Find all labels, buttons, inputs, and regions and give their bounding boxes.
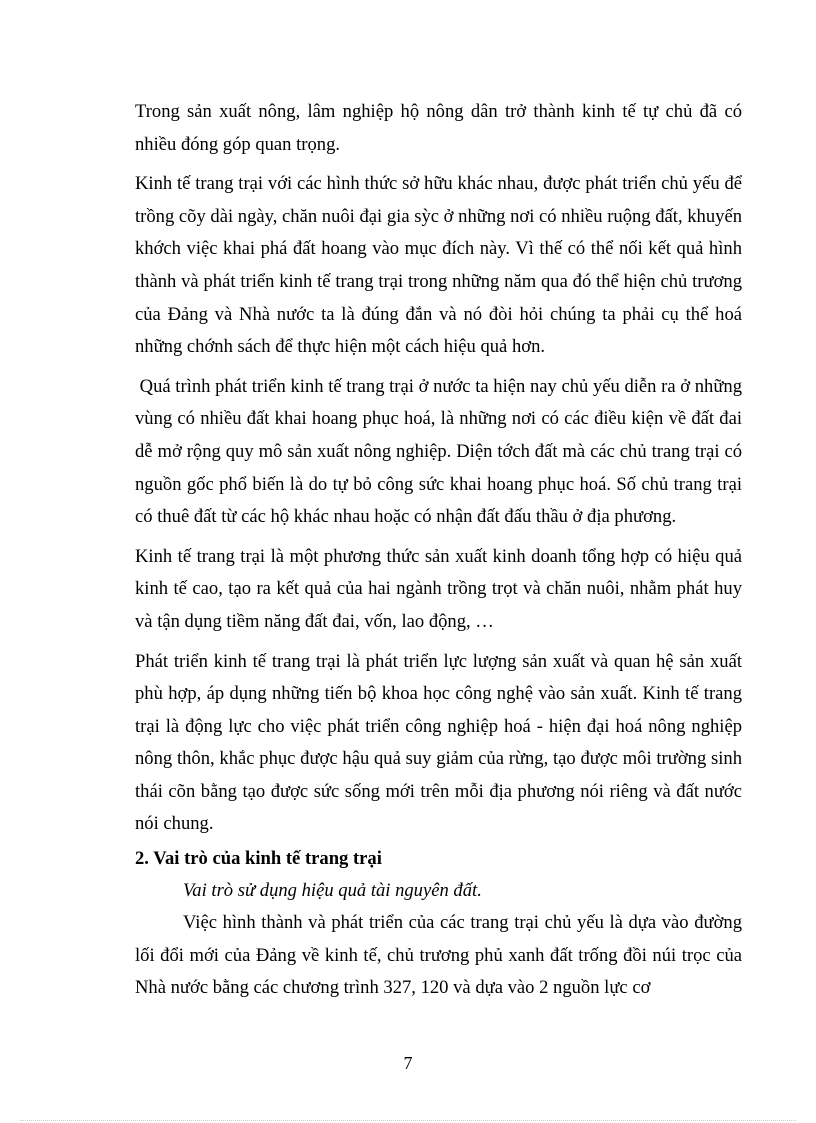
paragraph-4: Kinh tế trang trại là một phương thức sản xuất kinh doanh tổng hợp có hiệu quả kinh tế cao, tạo ra kết quả của hai ngành trồng trọt và chăn nuôi, nhằm phát huy và tận dụng tiềm năng đất đai, vốn, lao động, … (135, 545, 742, 632)
paragraph-2: Kinh tế trang trại với các hình thức sở hữu khác nhau, được phát triển chủ yếu để trồng cõy dài ngày, chăn nuôi đại gia sỳc ở những nơi có nhiều ruộng đất, khuyến khớch việc khai phá đất hoang vào mục đích này. Vì thế có thể nối kết quả hình thành và phát triển kinh tế trang trại trong những năm qua đó thể hiện chủ trương của Đảng và Nhà nước ta là đúng đắn và nó đòi hỏi chúng ta phải cụ thể hoá những chớnh sách để thực hiện một cách hiệu quả hơn. (135, 173, 742, 358)
page-number: 7 (403, 1053, 413, 1073)
paragraph-3: Quá trình phát triển kinh tế trang trại ở nước ta hiện nay chủ yếu diễn ra ở những vùng có nhiều đất khai hoang phục hoá, là những nơi có các điều kiện về đất đai dễ mở rộng quy mô sản xuất nông nghiệp. Diện tớch đất mà các chủ trang trại có nguồn gốc phổ biến là do tự bỏ công sức khai hoang phục hoá. Số chủ trang trại có thuê đất từ các hộ khác nhau hoặc có nhận đất đấu thầu ở địa phương. (135, 375, 747, 528)
page-bottom-divider (20, 1120, 796, 1121)
paragraph-1: Trong sản xuất nông, lâm nghiệp hộ nông dân trở thành kinh tế tự chủ đã có nhiều đóng góp quan trọng. (135, 101, 742, 155)
paragraph-5: Phát triển kinh tế trang trại là phát triển lực lượng sản xuất và quan hệ sản xuất phù hợp, áp dụng những tiến bộ khoa học công nghệ vào sản xuất. Kinh tế trang trại là động lực cho việc phát triển công nghiệp hoá - hiện đại hoá nông nghiệp nông thôn, khắc phục được hậu quả suy giảm của rừng, tạo được môi trường sinh thái cõn bằng tạo được sức sống mới trên mỗi địa phương nói riêng và đất nước nói chung. (135, 650, 742, 835)
document-body (135, 96, 747, 1005)
section-subheading: Vai trò sử dụng hiệu quả tài nguyên đất. (183, 880, 482, 902)
section-heading: 2. Vai trò của kinh tế trang trại (135, 848, 382, 870)
section-body: Việc hình thành và phát triển của các trang trại chủ yếu là dựa vào đường lối đổi mới của Đảng về kinh tế, chủ trương phủ xanh đất trống đồi núi trọc của Nhà nước bằng các chương trình 327, 120 và dựa vào 2 nguồn lực cơ (135, 912, 742, 999)
